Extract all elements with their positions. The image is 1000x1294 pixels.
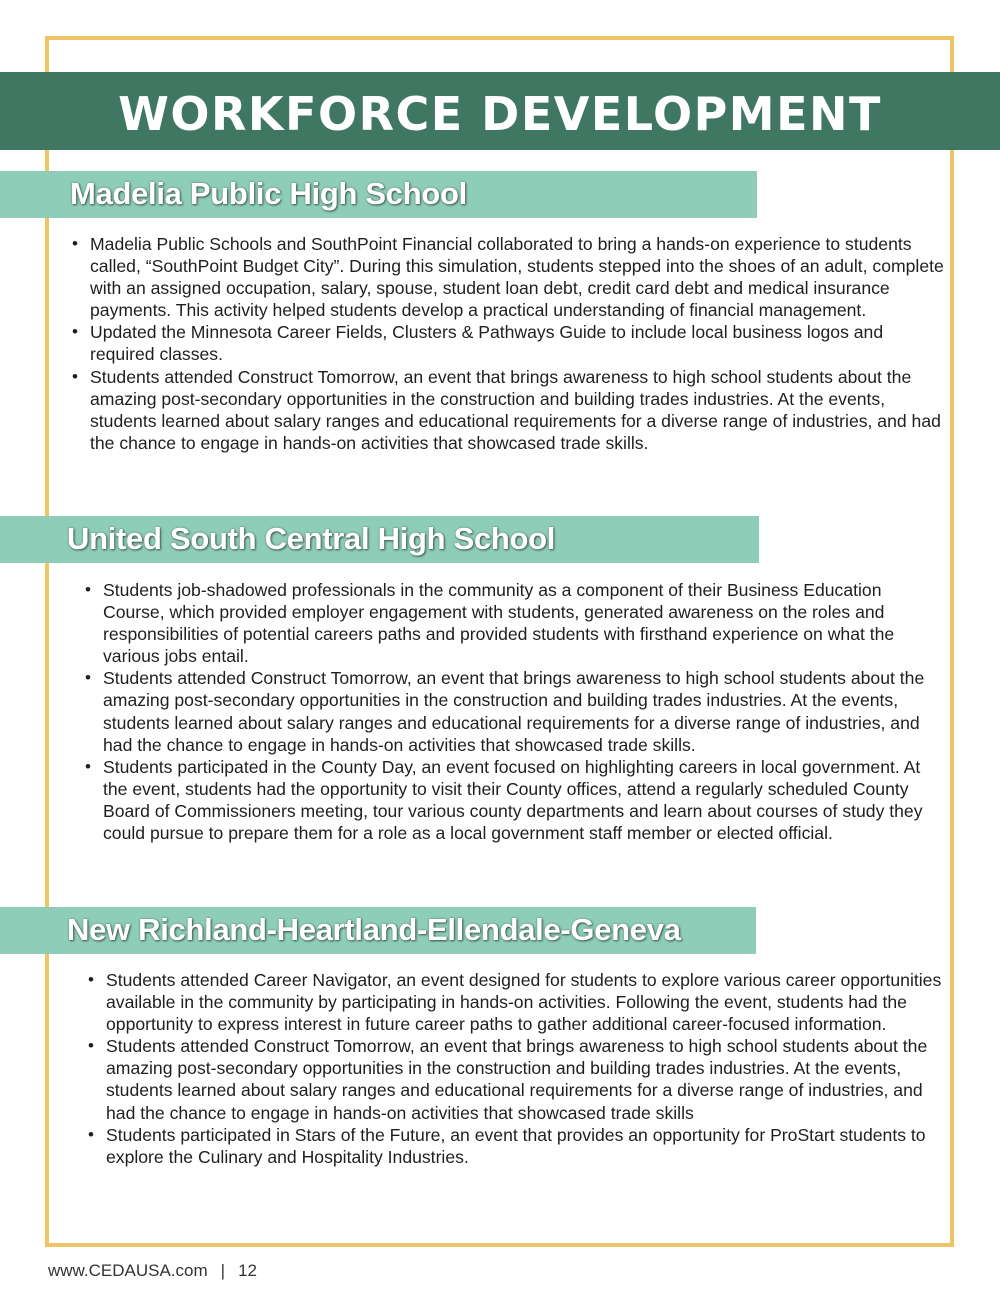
list-item: • Students participated in the County Day, an event focused on highlighting careers in local government. At the event, students had the opportunity to visit their County offices, attend a regularly scheduled County Board of Commissioners meeting, tour various county departments and learn about courses of study they could pursue to prepare them for a role as a local government staff member or elected official.	[103, 756, 945, 844]
list-item: • Students attended Construct Tomorrow, an event that brings awareness to high school students about the amazing post-secondary opportunities in the construction and building trades industries. At the events, students learned about salary ranges and educational requirements for a diverse range of industries, and had the chance to engage in hands-on activities that showcased trade skills.	[90, 366, 945, 454]
section-heading: United South Central High School	[67, 521, 556, 556]
page-footer	[48, 1261, 257, 1281]
section-heading: New Richland-Heartland-Ellendale-Geneva	[67, 912, 681, 947]
website-link[interactable]: www.CEDAUSA.com	[48, 1261, 208, 1280]
list-item: • Updated the Minnesota Career Fields, Clusters & Pathways Guide to include local business logos and required classes.	[90, 321, 945, 365]
section-banner-madelia	[0, 171, 757, 218]
list-item: • Students attended Construct Tomorrow, an event that brings awareness to high school students about the amazing post-secondary opportunities in the construction and building trades industries. At the events, students learned about salary ranges and educational requirements for a diverse range of industries, and had the chance to engage in hands-on activities that showcased trade skills.	[103, 667, 945, 755]
section-heading: Madelia Public High School	[70, 176, 467, 211]
footer-separator: |	[220, 1261, 226, 1280]
list-item: • Students job-shadowed professionals in the community as a component of their Business Education Course, which provided employer engagement with students, generated awareness on the roles and responsibilities of potential careers paths and provided students with firsthand experience on what the various jobs entail.	[103, 579, 945, 667]
title-banner	[0, 72, 1000, 150]
page-number: 12	[238, 1261, 257, 1280]
page-title: WORKFORCE DEVELOPMENT	[118, 87, 882, 141]
bullet-list-united-south-central	[103, 579, 945, 844]
bullet-list-madelia	[90, 233, 945, 454]
bullet-list-nrheg	[106, 969, 946, 1168]
list-item: • Students participated in Stars of the Future, an event that provides an opportunity for ProStart students to explore the Culinary and Hospitality Industries.	[106, 1124, 946, 1168]
list-item: • Madelia Public Schools and SouthPoint Financial collaborated to bring a hands-on experience to students called, “SouthPoint Budget City”. During this simulation, students stepped into the shoes of an adult, complete with an assigned occupation, salary, spouse, student loan debt, credit card debt and medical insurance payments. This activity helped students develop a practical understanding of financial management.	[90, 233, 945, 321]
list-item: • Students attended Career Navigator, an event designed for students to explore various career opportunities available in the community by participating in hands-on activities. Following the event, students had the opportunity to express interest in future career paths to gather additional career-focused information.	[106, 969, 946, 1035]
section-banner-nrheg	[0, 907, 756, 954]
section-banner-united-south-central	[0, 516, 759, 563]
list-item: • Students attended Construct Tomorrow, an event that brings awareness to high school students about the amazing post-secondary opportunities in the construction and building trades industries. At the events, students learned about salary ranges and educational requirements for a diverse range of industries, and had the chance to engage in hands-on activities that showcased trade skills	[106, 1035, 946, 1123]
